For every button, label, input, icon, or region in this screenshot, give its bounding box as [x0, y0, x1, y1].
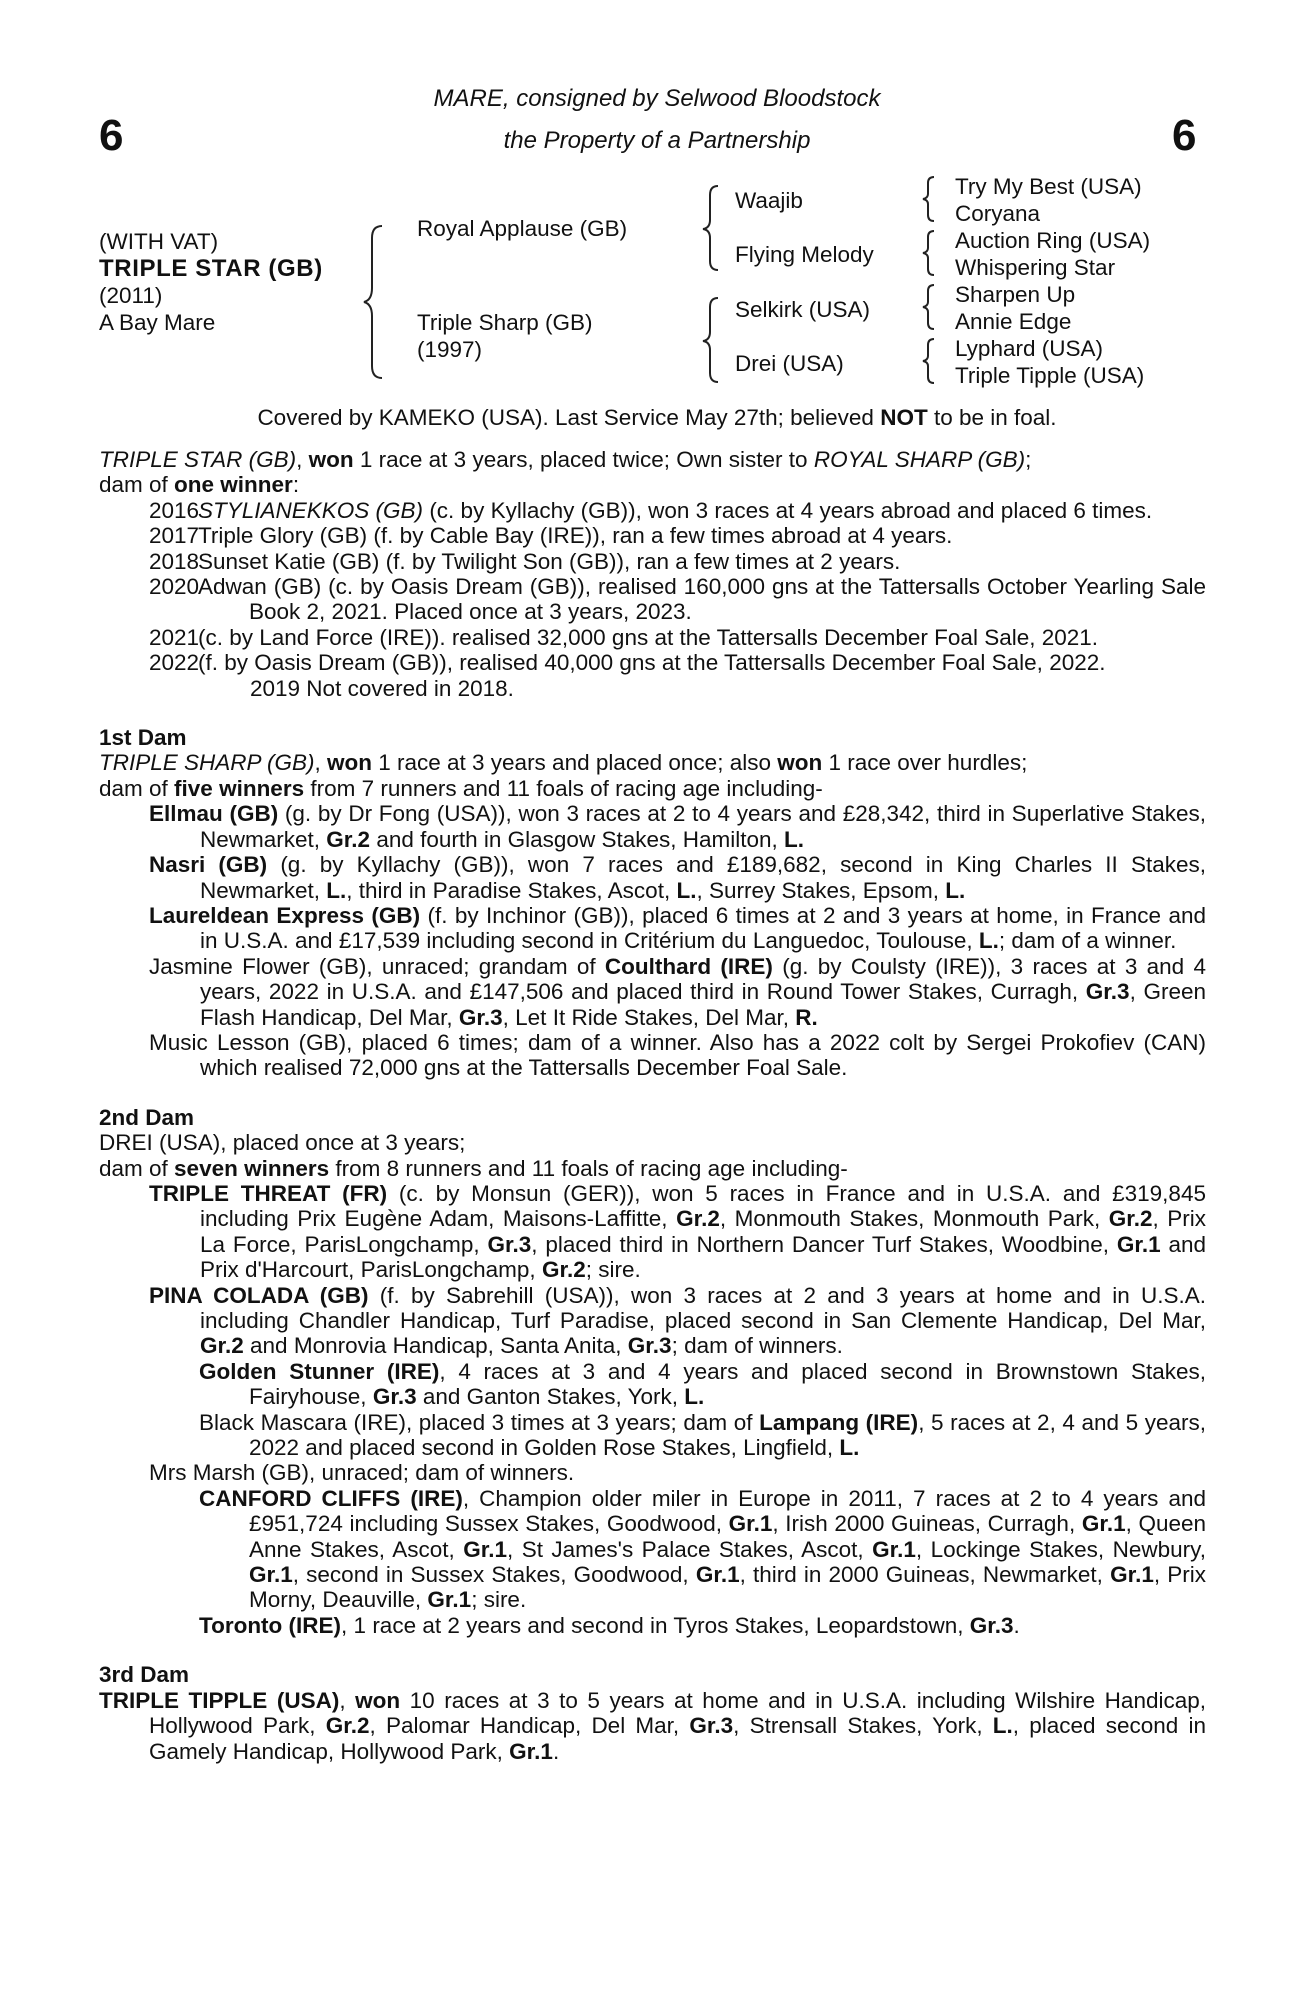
dam1-produce-ellmau: Ellmau (GB) (g. by Dr Fong (USA)), won 3 races at 2 to 4 years and £28,342, third in Superlative Stakes, Newmarket, Gr.2 and fourth in Glasgow Stakes, Hamilton, L. — [149, 801, 1206, 852]
dam3-summary: TRIPLE TIPPLE (USA), won 10 races at 3 to 5 years at home and in U.S.A. including Wilshire Handicap, Hollywood Park, Gr.2, Palomar Handicap, Del Mar, Gr.3, Strensall Stakes, York, L., placed second in Gamely Handicap, Hollywood Park, Gr.1. — [99, 1687, 1207, 1764]
produce-intro: TRIPLE STAR (GB), won 1 race at 3 years, placed twice; Own sister to ROYAL SHARP (GB); — [99, 447, 1032, 472]
produce-row: 2020 Adwan (GB) (c. by Oasis Dream (GB)), realised 160,000 gns at the Tattersalls October Yearling Sale Book 2, 2021. Placed once at 3 years, 2023. — [149, 574, 1206, 625]
dam1-produce-laureldean: Laureldean Express (GB) (f. by Inchinor (GB)), placed 6 times at 2 and 3 years at home, in France and in U.S.A. and £17,539 including second in Critérium du Languedoc, Toulouse, L.; dam of a winner. — [149, 902, 1206, 954]
header-line-2: the Property of a Partnership — [503, 127, 811, 154]
produce-row: 2018 Sunset Katie (GB) (f. by Twilight Son (GB)), ran a few times at 2 years. — [149, 548, 901, 574]
produce-row: 2016 STYLIANEKKOS (GB) (c. by Kyllachy (GB)), won 3 races at 4 years abroad and placed 6 times. — [149, 497, 1153, 523]
pedigree-brace-main — [360, 222, 390, 382]
pedigree-sire: Royal Applause (GB) — [417, 216, 628, 241]
dam2-dam-of: dam of seven winners from 8 runners and 11 foals of racing age including- — [99, 1155, 848, 1181]
produce-row: 2017 Triple Glory (GB) (f. by Cable Bay (IRE)), ran a few times abroad at 4 years. — [149, 523, 953, 549]
lot-number-right: 6 — [1172, 111, 1197, 160]
dam2-produce-triple-threat: TRIPLE THREAT (FR) (c. by Monsun (GER)), won 5 races in France and in U.S.A. and £319,845 including Prix Eugène Adam, Maisons-Laffitte, Gr.2, Monmouth Stakes, Monmouth Park, Gr.2, Prix La Force, ParisLongchamp, Gr.3, placed third in Northern Dancer Turf Stakes, Woodbine, Gr.1 and Prix d'Harcourt, ParisLongchamp, Gr.2; sire. — [149, 1180, 1207, 1283]
header-line-1: MARE, consigned by Selwood Bloodstock — [433, 85, 881, 112]
pedigree-sire-dam: Flying Melody — [735, 242, 874, 267]
dam1-summary: TRIPLE SHARP (GB), won 1 race at 3 years and placed once; also won 1 race over hurdles; — [99, 750, 1028, 776]
produce-row: 2021 (c. by Land Force (IRE)). realised 32,000 gns at the Tattersalls December Foal Sale, 2021. — [149, 624, 1099, 650]
dam2-produce-golden-stunner: Golden Stunner (IRE), 4 races at 3 and 4 years and placed second in Brownstown Stakes, Fairyhouse, Gr.3 and Ganton Stakes, York, L. — [199, 1358, 1206, 1410]
pedigree-brace-g2 — [920, 228, 940, 278]
pedigree-brace-dam — [700, 295, 724, 385]
dam2-produce-mrs-marsh: Mrs Marsh (GB), unraced; dam of winners. — [149, 1460, 575, 1486]
dam2-produce-toronto: Toronto (IRE), 1 race at 2 years and second in Tyros Stakes, Leopardstown, Gr.3. — [199, 1612, 1020, 1638]
pedigree-g8: Triple Tipple (USA) — [955, 363, 1145, 388]
vat-label: (WITH VAT) — [99, 229, 219, 254]
pedigree-g7: Lyphard (USA) — [955, 336, 1103, 361]
pedigree-dam-dam: Drei (USA) — [735, 351, 844, 376]
pedigree-dam-sire: Selkirk (USA) — [735, 297, 871, 322]
dam2-produce-pina-colada: PINA COLADA (GB) (f. by Sabrehill (USA)), won 3 races at 2 and 3 years at home and in U.S.A. including Chandler Handicap, Turf Paradise, placed second in San Clemente Handicap, Del Mar, Gr.2 and Monrovia Handicap, Santa Anita, Gr.3; dam of winners. — [149, 1282, 1206, 1359]
dam1-produce-music: Music Lesson (GB), placed 6 times; dam of a winner. Also has a 2022 colt by Sergei Prokofiev (CAN) which realised 72,000 gns at the Tattersalls December Foal Sale. — [149, 1029, 1206, 1081]
dam2-produce-canford-cliffs: CANFORD CLIFFS (IRE), Champion older miler in Europe in 2011, 7 races at 2 to 4 years and £951,724 including Sussex Stakes, Goodwood, Gr.1, Irish 2000 Guineas, Curragh, Gr.1, Queen Anne Stakes, Ascot, Gr.1, St James's Palace Stakes, Ascot, Gr.1, Lockinge Stakes, Newbury, Gr.1, second in Sussex Stakes, Goodwood, Gr.1, third in 2000 Guineas, Newmarket, Gr.1, Prix Morny, Deauville, Gr.1; sire. — [199, 1485, 1207, 1613]
dam2-summary: DREI (USA), placed once at 3 years; — [99, 1130, 466, 1156]
pedigree-g6: Annie Edge — [955, 309, 1072, 334]
pedigree-brace-g3 — [920, 282, 940, 332]
dam3-heading: 3rd Dam — [99, 1662, 190, 1688]
pedigree-g2: Coryana — [955, 201, 1041, 226]
horse-year: (2011) — [99, 283, 163, 308]
produce-row: 2022 (f. by Oasis Dream (GB)), realised 40,000 gns at the Tattersalls December Foal Sale, 2022. — [149, 650, 1106, 676]
dam1-heading: 1st Dam — [99, 725, 187, 751]
pedigree-brace-g1 — [920, 174, 940, 224]
horse-description: A Bay Mare — [99, 310, 216, 335]
catalogue-body — [99, 447, 1206, 1764]
pedigree-brace-g4 — [920, 336, 940, 386]
pedigree-g3: Auction Ring (USA) — [955, 228, 1151, 253]
produce-not-covered: 2019 Not covered in 2018. — [250, 675, 514, 701]
pedigree-brace-sire — [700, 183, 724, 273]
covered-line: Covered by KAMEKO (USA). Last Service May 27th; believed NOT to be in foal. — [257, 405, 1057, 430]
pedigree-dam: Triple Sharp (GB) — [417, 310, 593, 335]
lot-number-left: 6 — [99, 111, 124, 160]
dam1-produce-jasmine: Jasmine Flower (GB), unraced; grandam of Coulthard (IRE) (g. by Coulsty (IRE)), 3 races at 3 and 4 years, 2022 in U.S.A. and £147,506 and placed third in Round Tower Stakes, Curragh, Gr.3, Green Flash Handicap, Del Mar, Gr.3, Let It Ride Stakes, Del Mar, R. — [149, 953, 1206, 1030]
pedigree-g4: Whispering Star — [955, 255, 1116, 280]
dam1-dam-of: dam of five winners from 7 runners and 11 foals of racing age including- — [99, 775, 823, 801]
dam2-heading: 2nd Dam — [99, 1104, 195, 1130]
horse-name: TRIPLE STAR (GB) — [99, 255, 323, 282]
dam2-produce-black-mascara: Black Mascara (IRE), placed 3 times at 3 years; dam of Lampang (IRE), 5 races at 2, 4 and 5 years, 2022 and placed second in Golden Rose Stakes, Lingfield, L. — [199, 1409, 1206, 1461]
pedigree-g5: Sharpen Up — [955, 282, 1076, 307]
pedigree-g1: Try My Best (USA) — [955, 174, 1142, 199]
produce-dam-of: dam of one winner: — [99, 472, 300, 498]
dam1-produce-nasri: Nasri (GB) (g. by Kyllachy (GB)), won 7 races and £189,682, second in King Charles II Stakes, Newmarket, L., third in Paradise Stakes, Ascot, L., Surrey Stakes, Epsom, L. — [149, 852, 1206, 903]
pedigree-sire-sire: Waajib — [735, 188, 803, 213]
pedigree-dam-year: (1997) — [417, 337, 483, 362]
